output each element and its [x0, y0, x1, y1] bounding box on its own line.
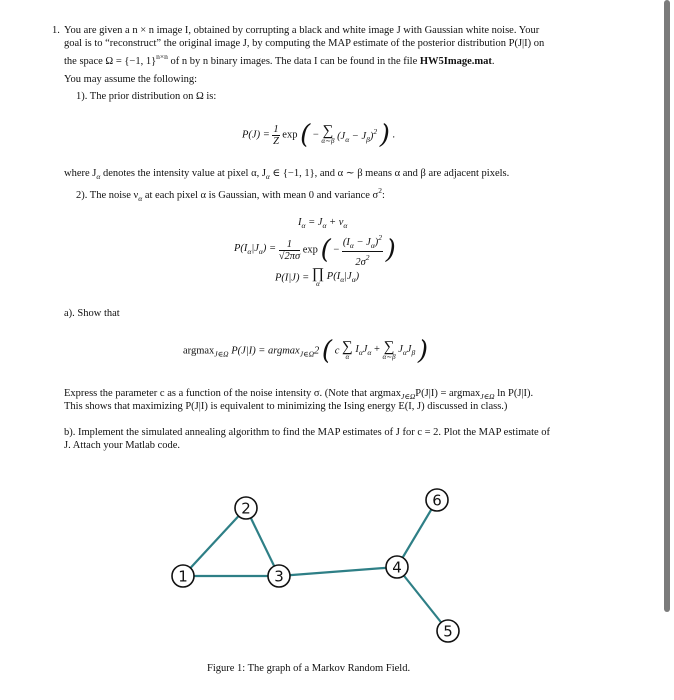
- intro-line-2: goal is to “reconstruct” the original image J, by computing the MAP estimate of the posterior distribution P(J|I) on: [64, 38, 545, 49]
- express-line-2: This shows that maximizing P(J|I) is equivalent to minimizing the Ising energy E(I, J) discussed in class.): [64, 401, 508, 412]
- data-file-name: HW5Image.mat: [419, 56, 492, 67]
- intro-line-3: the space Ω = {−1, 1}$^{n\times n}$ of n by n binary images. The data I can be found in the file HW5Image.mat.: [64, 52, 495, 67]
- graph-node-2: [235, 497, 257, 519]
- graph-node-4: [386, 556, 408, 578]
- assume-text: You may assume the following:: [64, 74, 198, 85]
- svg-text:5: 5: [443, 622, 453, 641]
- svg-text:1: 1: [178, 567, 188, 586]
- svg-text:3: 3: [274, 567, 284, 586]
- edge-1-2: [183, 508, 246, 576]
- graph-node-6: [426, 489, 448, 511]
- problem-number: 1.: [52, 25, 60, 36]
- express-line-1: Express the parameter c as a function of the noise intensity σ. (Note that argmax$_{J\in\Omega}$P(J|I) = argmax$_{J\in\Omega}$ ln P(J|I).: [64, 388, 534, 401]
- figure-caption: Figure 1: The graph of a Markov Random Field.: [207, 663, 411, 674]
- item-2-text: 2). The noise $\nu_\alpha$ at each pixel α is Gaussian, with mean 0 and variance $\sigma^2$:: [76, 186, 385, 203]
- graph-node-3: [268, 565, 290, 587]
- graph-node-5: [437, 620, 459, 642]
- argmax-equation: argmax$_{J\in\Omega}$ P(J|I) = argmax$_{J\in\Omega}$2 ( c ∑ α $I_\alpha J_\alpha$ + ∑ α∼β $J_\alpha J_\beta$ ): [183, 336, 428, 366]
- item-1-text: 1). The prior distribution on Ω is:: [76, 91, 217, 102]
- product-equation: P(I|J) = ∏ α $P(I_\alpha|J_\alpha)$: [275, 266, 360, 289]
- likelihood-equation: $P(I_\alpha|J_\alpha)$ = $\frac{1}{√2\pi\sigma}$ exp ( − $\frac{(I_\alpha - J_\alpha)^2}{2\sigma^2}$ ): [234, 233, 396, 268]
- part-b-line-1: b). Implement the simulated annealing algorithm to find the MAP estimates of J for c = 2. Plot the MAP estimate of: [64, 427, 551, 438]
- noise-definition: $I_\alpha = J_\alpha + \nu_\alpha$: [298, 217, 348, 230]
- intro-line-1: You are given a n × n image I, obtained by corrupting a black and white image J with Gaussian white noise. Your: [64, 25, 540, 36]
- prior-equation: P(J) = $\frac{1}{Z}$ exp ( − ∑ α∼β $(J_\alpha - J_\beta)^2$ ) .: [242, 120, 396, 150]
- graph-node-1: [172, 565, 194, 587]
- svg-text:6: 6: [432, 491, 442, 510]
- part-b-line-2: J. Attach your Matlab code.: [64, 440, 181, 451]
- edge-4-5: [397, 567, 448, 631]
- edge-3-4: [279, 567, 397, 576]
- svg-text:2: 2: [241, 499, 251, 518]
- vertical-scrollbar[interactable]: [664, 0, 670, 612]
- svg-text:4: 4: [392, 558, 402, 577]
- item-1-explanation: where $J_\alpha$ denotes the intensity value at pixel α, $J_\alpha$ ∈ {−1, 1}, and α ∼ β means α and β are adjacent pixels.: [64, 168, 510, 181]
- part-a-label: a). Show that: [64, 308, 120, 319]
